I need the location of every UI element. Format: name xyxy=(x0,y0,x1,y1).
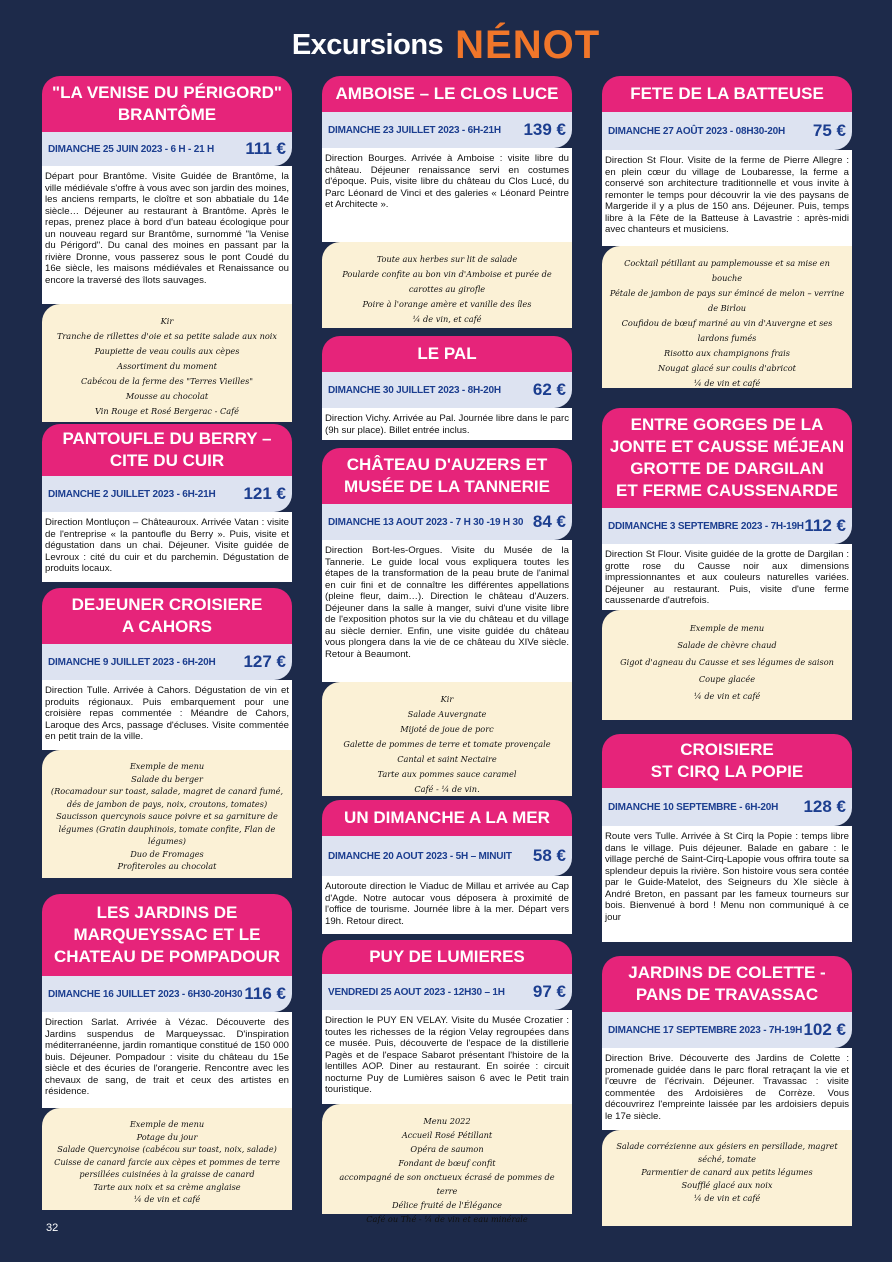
menu-item: Parmentier de canard aux petits légumes xyxy=(641,1167,813,1177)
excursion-date: DIMANCHE 13 AOUT 2023 - 7 H 30 -19 H 30 xyxy=(328,516,524,528)
card-title xyxy=(322,800,572,836)
date-band xyxy=(322,974,572,1010)
excursion-description: Direction St Flour. Visite de la ferme de Pierre Allegre : en plein cœur du village de Loubaresse, la ferme a conservé son architecture traditionnelle et vous invite à remonter le temps pour découvrir la vie des paysans de Margeride il y a plus de 150 ans. Déjeuner. Puis, temps libre à la Fête de la Batteuse à Lavastrie : après-midi avec chanteurs et musiciens. xyxy=(602,150,852,246)
card-title-line: A CAHORS xyxy=(121,617,213,636)
menu-item: Tarte aux noix et sa crème anglaise xyxy=(93,1181,241,1192)
card-title xyxy=(42,76,292,132)
card-title-line: GROTTE DE DARGILAN xyxy=(630,459,824,478)
menu-box xyxy=(322,682,572,796)
excursion-description: Direction Sarlat. Arrivée à Vézac. Découverte des Jardins suspendus de Marqueyssac. D'inspiration méditerranéenne, jardin romantique constitué de 150 000 buis. Déjeuner. Pompadour : visite du château du 15e siècle et des écuries de l'orangerie. Rencontre avec les chevaux de sang, de trait et ceux des artistes en résidence. xyxy=(42,1012,292,1108)
menu-box xyxy=(602,246,852,388)
excursion-date: VENDREDI 25 AOUT 2023 - 12H30 – 1H xyxy=(328,986,505,998)
excursion-date: DIMANCHE 17 SEPTEMBRE 2023 - 7H-19H xyxy=(608,1024,803,1036)
excursion-date: DIMANCHE 23 JUILLET 2023 - 6H-21H xyxy=(328,124,501,136)
date-band xyxy=(42,644,292,680)
card-title xyxy=(602,734,852,788)
excursion-date: DIMANCHE 30 JUILLET 2023 - 8H-20H xyxy=(328,384,501,396)
excursion-price: 58 € xyxy=(532,846,566,865)
menu-box xyxy=(602,610,852,720)
excursion-description: Départ pour Brantôme. Visite Guidée de Brantôme, la ville médiévale s'offre à vous avec son jardin des moines, les anciens remparts, le cloître et son abbatiale du 14e siècle… Déjeuner au restaurant à Brantôme. Après le repas, prenez place à bord d'un bateau écologique pour un nouveau regard sur Brantôme, surnommé "la Venise du Périgord". Du canal des moines en passant par la rivière Dronne, vous passerez sous le pont Coudé du 16e siècle, les maisons médiévales et Renaissance ou encore la traversé des îlots sauvages. xyxy=(42,166,292,304)
menu-item: Accueil Rosé Pétillant xyxy=(401,1130,493,1140)
card-title-line: PANTOUFLE DU BERRY – xyxy=(62,429,272,448)
menu-item: Nougat glacé sur coulis d'abricot xyxy=(658,363,796,373)
excursion-price: 62 € xyxy=(532,380,566,399)
date-band xyxy=(602,112,852,150)
card-title xyxy=(602,76,852,112)
menu-item: Poularde confite au bon vin d'Amboise et purée de carottes au girofle xyxy=(342,269,552,294)
menu-item: Poire à l'orange amère et vanille des îles xyxy=(362,299,532,309)
menu-item: (Rocamadour sur toast, salade, magret de canard fumé, dés de jambon de pays, noix, croutons, tomates) xyxy=(50,786,284,809)
excursion-date: DIMANCHE 2 JUILLET 2023 - 6H-21H xyxy=(48,488,216,500)
excursion-description: Autoroute direction le Viaduc de Millau et arrivée au Cap d'Agde. Notre autocar vous déposera à proximité de l'office de tourisme. Journée libre à la mer. Départ vers 19h. Retour direct. xyxy=(322,876,572,934)
menu-item: Opéra de saumon xyxy=(410,1144,484,1154)
menu-item: ¼ de vin et café xyxy=(693,691,761,701)
card-title xyxy=(322,76,572,112)
excursion-card-marqueyssac xyxy=(42,894,292,1210)
excursion-card-cahors xyxy=(42,588,292,878)
menu-item: ¼ de vin et café xyxy=(133,1194,201,1204)
excursion-date: DIMANCHE 25 JUIN 2023 - 6 H - 21 H xyxy=(48,143,215,155)
excursion-card-brantome xyxy=(42,76,292,422)
date-band xyxy=(602,788,852,826)
excursion-price: 127 € xyxy=(243,652,286,671)
card-title xyxy=(322,940,572,974)
date-band xyxy=(322,836,572,876)
card-title-line: LES JARDINS DE xyxy=(96,903,238,922)
menu-item: Salade corrézienne aux gésiers en persillade, magret séché, tomate xyxy=(616,1141,838,1164)
date-band xyxy=(42,476,292,512)
excursion-price: 121 € xyxy=(243,484,286,503)
card-title xyxy=(42,424,292,476)
menu-item: Fondant de bœuf confit xyxy=(398,1158,496,1168)
card-title-line: JONTE ET CAUSSE MÉJEAN xyxy=(609,437,845,456)
page-header xyxy=(0,22,892,68)
excursion-card-batteuse xyxy=(602,76,852,388)
date-band xyxy=(42,976,292,1012)
excursion-date: DIMANCHE 9 JUILLET 2023 - 6H-20H xyxy=(48,656,216,668)
card-title-line: BRANTÔME xyxy=(117,105,217,124)
date-band xyxy=(602,1012,852,1048)
excursion-card-pantoufle xyxy=(42,424,292,582)
card-title-line: MARQUEYSSAC ET LE xyxy=(73,925,261,944)
excursion-price: 97 € xyxy=(532,982,566,1001)
menu-item: Gigot d'agneau du Causse et ses légumes de saison xyxy=(620,657,834,667)
menu-item: Pétale de jambon de pays sur émincé de melon – verrine de Birlou xyxy=(609,288,845,313)
menu-item: Duo de Fromages xyxy=(130,848,204,859)
excursion-price: 128 € xyxy=(803,797,846,816)
menu-item: Mijoté de joue de porc xyxy=(400,724,494,734)
card-title-line: UN DIMANCHE A LA MER xyxy=(344,808,550,827)
excursion-price: 84 € xyxy=(532,512,566,531)
card-title-line: PUY DE LUMIERES xyxy=(369,947,525,966)
menu-item: ¼ de vin et café xyxy=(693,1193,761,1203)
menu-item: Salade Quercynoise (cabécou sur toast, noix, salade) xyxy=(57,1144,277,1154)
excursion-price: 116 € xyxy=(244,984,286,1003)
card-title-line: ST CIRQ LA POPIE xyxy=(650,762,804,781)
excursion-description: Direction Brive. Découverte des Jardins de Colette : promenade guidée dans le parc floral retraçant la vie et l'œuvre de l'écrivain. Déjeuner. Travassac : visite commentée des Ardoisières de Corrèze. Vous découvrirez l'empreinte laissée par les ardoisiers depuis le 17e siècle. xyxy=(602,1048,852,1130)
excursion-date: DIMANCHE 10 SEPTEMBRE - 6H-20H xyxy=(608,801,779,813)
card-title xyxy=(42,588,292,644)
menu-item: Potage du jour xyxy=(136,1131,198,1142)
card-title-line: MUSÉE DE LA TANNERIE xyxy=(344,477,550,496)
card-title xyxy=(322,448,572,504)
card-title-line: CHÂTEAU D'AUZERS ET xyxy=(346,455,548,474)
menu-item: Paupiette de veau coulis aux cèpes xyxy=(94,346,240,356)
menu-item: Salade Auvergnate xyxy=(407,709,487,719)
card-title xyxy=(322,336,572,372)
menu-item: Exemple de menu xyxy=(129,1119,205,1129)
card-title-line: "LA VENISE DU PÉRIGORD" xyxy=(52,83,282,102)
excursion-price: 102 € xyxy=(803,1020,846,1039)
menu-item: Galette de pommes de terre et tomate provençale xyxy=(343,739,551,749)
excursion-card-le-pal xyxy=(322,336,572,440)
excursion-card-st-cirq xyxy=(602,734,852,942)
menu-item: Risotto aux champignons frais xyxy=(664,348,790,358)
menu-item: Cocktail pétillant au pamplemousse et sa mise en bouche xyxy=(624,258,830,283)
menu-box xyxy=(42,304,292,422)
excursion-card-colette xyxy=(602,956,852,1226)
card-title xyxy=(602,408,852,508)
menu-item: Salade de chèvre chaud xyxy=(677,640,777,650)
menu-item: Vin Rouge et Rosé Bergerac - Café xyxy=(94,406,240,416)
menu-box xyxy=(322,242,572,328)
card-title-line: ET FERME CAUSSENARDE xyxy=(616,481,838,500)
menu-item: Mousse au chocolat xyxy=(125,391,209,401)
menu-item: Menu 2022 xyxy=(423,1116,471,1126)
menu-item: Saucisson quercynois sauce poivre et sa garniture de légumes (Gratin dauphinois, tomate confite, Flan de légumes) xyxy=(56,811,278,846)
excursion-card-amboise xyxy=(322,76,572,328)
excursion-date: DDIMANCHE 3 SEPTEMBRE 2023 - 7H-19H xyxy=(608,520,804,532)
excursion-card-mer xyxy=(322,800,572,934)
menu-item: Café ou Thé - ¼ de vin et eau minérale xyxy=(366,1214,528,1224)
excursion-card-auzers xyxy=(322,448,572,796)
menu-item: Tarte aux pommes sauce caramel xyxy=(377,769,517,779)
menu-box xyxy=(602,1130,852,1226)
date-band xyxy=(322,112,572,148)
menu-item: ¼ de vin, et café xyxy=(412,314,482,324)
excursion-price: 139 € xyxy=(523,120,566,139)
menu-item: Café - ¼ de vin. xyxy=(414,784,480,794)
card-title-line: ENTRE GORGES DE LA xyxy=(630,415,824,434)
card-title-line: FETE DE LA BATTEUSE xyxy=(630,84,824,103)
menu-item: accompagné de son onctueux écrasé de pommes de terre xyxy=(339,1172,555,1196)
menu-item: Cuisse de canard farcie aux cèpes et pommes de terre persillées cuisinées à la graisse de canard xyxy=(54,1156,280,1179)
card-title-line: CROISIERE xyxy=(680,740,774,759)
excursion-date: DIMANCHE 20 AOUT 2023 - 5H – MINUIT xyxy=(328,850,512,862)
menu-item: Kir xyxy=(160,316,174,326)
card-title-line: PANS DE TRAVASSAC xyxy=(635,985,819,1004)
menu-item: Exemple de menu xyxy=(129,761,205,771)
menu-item: Délice fruité de l'Élégance xyxy=(391,1200,503,1210)
card-title xyxy=(42,894,292,976)
excursion-date: DIMANCHE 27 AOÛT 2023 - 08H30-20H xyxy=(608,125,785,137)
menu-box xyxy=(322,1104,572,1224)
menu-item: Toute aux herbes sur lit de salade xyxy=(376,254,518,264)
excursion-description: Direction Montluçon – Châteauroux. Arrivée Vatan : visite de l'entreprise « la pantoufle du Berry ». Puis, visite et dégustation dans un chai. Déjeuner. Visite guidée de Levroux : cité du cuir et du parchemin. Dégustation de produits locaux. xyxy=(42,512,292,582)
brand-logo: NÉNOT xyxy=(455,22,601,67)
card-title-line: CHATEAU DE POMPADOUR xyxy=(53,947,281,966)
date-band xyxy=(322,372,572,408)
excursion-description: Direction le PUY EN VELAY. Visite du Musée Crozatier : toutes les richesses de la région Velay regroupées dans ce musée. Puis, découverte de l'espace de la distillerie Pagès et de l'espace Sabarot présentant l'histoire de la lentilles AOP. Diner au restaurant. En soirée : circuit nocturne Puy de Lumières saison 6 avec le Petit train touristique. xyxy=(322,1010,572,1104)
excursion-card-dargilan xyxy=(602,408,852,720)
excursion-date: DIMANCHE 16 JUILLET 2023 - 6H30-20H30 xyxy=(48,988,243,1000)
menu-item: ¼ de vin et café xyxy=(693,378,761,388)
excursion-card-puy xyxy=(322,940,572,1224)
card-title-line: JARDINS DE COLETTE - xyxy=(628,963,826,982)
menu-item: Cantal et saint Nectaire xyxy=(397,754,497,764)
card-title-line: DEJEUNER CROISIERE xyxy=(71,595,263,614)
menu-item: Tranche de rillettes d'oie et sa petite salade aux noix xyxy=(56,331,278,341)
menu-box xyxy=(42,1108,292,1210)
menu-item: Coupe glacée xyxy=(698,674,756,684)
excursion-description: Direction Vichy. Arrivée au Pal. Journée libre dans le parc (9h sur place). Billet entrée inclus. xyxy=(322,408,572,440)
excursion-price: 112 € xyxy=(804,516,846,535)
header-title: Excursions xyxy=(291,28,444,61)
excursion-price: 111 € xyxy=(245,139,286,158)
menu-item: Soufflé glacé aux noix xyxy=(681,1180,773,1190)
excursion-description: Direction Bourges. Arrivée à Amboise : visite libre du château. Déjeuner renaissance servi en costumes d'époque. Puis, visite libre du château du Clos Lucé, du Parc Léonard de Vinci et des galeries « Léonard Peintre et Architecte ». xyxy=(322,148,572,242)
excursion-description: Direction Bort-les-Orgues. Visite du Musée de la Tannerie. Le guide local vous expliquera toutes les étapes de la transformation de la peau brute de l'animal en cuir fini et de connaître les différentes appellations (pleine fleur, daim…). Direction le château d'Auzers. Déjeuner dans la salle à manger, suivi d'une visite libre de l'exposition photos sur la vie du château et du village au siècle dernier. Enfin, une visite guidée du château vous plongera dans la vie de ce château du XIVe siècle. Retour à Beaumont. xyxy=(322,540,572,682)
card-title xyxy=(602,956,852,1012)
excursion-description: Direction St Flour. Visite guidée de la grotte de Dargilan : grotte rose du Causse noir aux dimensions impressionnantes et aux couleurs naturelles variées. Déjeuner au restaurant. Puis, visite d'une ferme caussenarde d'autrefois. xyxy=(602,544,852,610)
menu-item: Salade du berger xyxy=(131,773,203,784)
excursion-price: 75 € xyxy=(812,121,846,140)
menu-item: Cabécou de la ferme des "Terres Vieilles" xyxy=(80,376,254,386)
card-title-line: AMBOISE – LE CLOS LUCE xyxy=(335,84,559,103)
menu-item: Kir xyxy=(440,694,454,704)
card-title-line: LE PAL xyxy=(417,344,477,363)
menu-item: Coufidou de bœuf mariné au vin d'Auvergne et ses lardons fumés xyxy=(621,318,833,343)
menu-item: Profiteroles au chocolat xyxy=(117,861,217,871)
menu-item: Exemple de menu xyxy=(689,623,765,633)
menu-item: Assortiment du moment xyxy=(117,361,217,371)
page-number: 32 xyxy=(46,1222,59,1234)
excursion-description: Route vers Tulle. Arrivée à St Cirq la Popie : temps libre dans le village. Puis déjeuner. Balade en gabare : le village perché de Saint-Cirq-Lapopie vous offrira toute sa splendeur depuis la rivière. Son histoire vous sera contée par le Guide-Matelot, des Seigneurs du XIe siècle à André Breton, en passant par les fameux tourneurs sur bois. Bienvenué à bord ! Menu non communiqué à ce jour xyxy=(602,826,852,942)
excursion-description: Direction Tulle. Arrivée à Cahors. Dégustation de vin et produits régionaux. Puis embarquement pour une croisière repas commentée : Méandre de Cahors, Laroque des Arcs, passage d'écluses. Visite commentée en petit train de la ville. xyxy=(42,680,292,750)
date-band xyxy=(322,504,572,540)
date-band xyxy=(42,132,292,166)
date-band xyxy=(602,508,852,544)
menu-box xyxy=(42,750,292,878)
card-title-line: CITE DU CUIR xyxy=(109,451,225,470)
